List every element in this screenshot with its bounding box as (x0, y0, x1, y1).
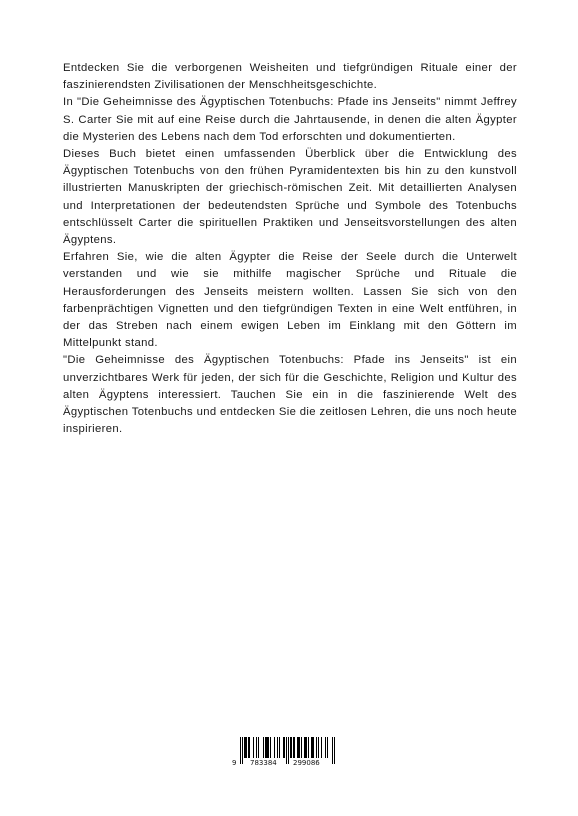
barcode-bar (258, 737, 259, 758)
barcode-guard-bar (334, 737, 335, 764)
blurb-paragraph-intro: Entdecken Sie die verborgenen Weisheiten und tiefgründigen Rituale einer der faszinierendsten Zivilisationen der Menschheitsgeschichte. (63, 62, 517, 92)
barcode-bar (308, 737, 309, 758)
blurb-paragraph-overview: Dieses Buch bietet einen umfassenden Überblick über die Entwicklung des Ägyptischen Totenbuchs von den frühen Pyramidentexten bis hin zu den kunstvoll illustrierten Manuskripten der griechisch-römischen Zeit. Mit detaillierten Analysen und Interpretationen der bedeutendsten Sprüche und Symbole des Totenbuchs entschlüsselt Carter die spirituellen Praktiken und Jenseitsvorstellungen des alten Ägyptens. (63, 148, 517, 247)
barcode-bar (266, 737, 267, 758)
isbn-first-digit: 9 (232, 759, 237, 767)
isbn-left-group: 783384 (250, 759, 277, 767)
barcode-bar (265, 737, 266, 758)
barcode-bar (245, 737, 246, 758)
isbn-barcode (232, 737, 342, 769)
barcode-guard-bar (286, 737, 287, 764)
barcode-bar (274, 737, 275, 758)
back-cover-blurb (63, 60, 517, 438)
blurb-paragraph-journey: In "Die Geheimnisse des Ägyptischen Totenbuchs: Pfade ins Jenseits" nimmt Jeffrey S. Carter Sie mit auf eine Reise durch die Jahrtausende, in denen die alten Ägypter die Mysterien des Lebens nach dem Tod erforschten und dokumentierten. (63, 96, 517, 143)
barcode-bar (304, 737, 305, 758)
barcode-bar (293, 737, 294, 758)
barcode-bar (305, 737, 306, 758)
barcode-bar (318, 737, 319, 758)
barcode-bar (312, 737, 313, 758)
barcode-bar (270, 737, 271, 758)
barcode-bar (253, 737, 254, 758)
barcode-bar (279, 737, 280, 758)
barcode-bar (311, 737, 312, 758)
barcode-bar (290, 737, 291, 758)
barcode-bar (246, 737, 247, 758)
barcode-guard-bar (288, 737, 289, 764)
barcode-bar (327, 737, 328, 758)
barcode-bar (297, 737, 298, 758)
barcode-bar (267, 737, 268, 758)
isbn-right-group: 299086 (293, 759, 320, 767)
barcode-bar (301, 737, 302, 758)
barcode-bar (298, 737, 299, 758)
barcode-bar (291, 737, 292, 758)
barcode-bar (294, 737, 295, 758)
barcode-bar (284, 737, 285, 758)
barcode-bar (313, 737, 314, 758)
barcode-bar (263, 737, 264, 758)
barcode-bar (299, 737, 300, 758)
barcode-bar (306, 737, 307, 758)
barcode-bar (268, 737, 269, 758)
blurb-paragraph-closing: "Die Geheimnisse des Ägyptischen Totenbuchs: Pfade ins Jenseits" ist ein unverzichtbares Werk für jeden, der sich für die Geschichte, Religion und Kultur des alten Ägyptens interessiert. Tauchen Sie ein in die faszinierende Welt des Ägyptischen Totenbuchs und entdecken Sie die zeitlosen Lehren, die uns noch heute inspirieren. (63, 354, 517, 436)
barcode-bar (249, 737, 250, 758)
barcode-bar (248, 737, 249, 758)
barcode-bar (277, 737, 278, 758)
blurb-paragraph-soul: Erfahren Sie, wie die alten Ägypter die Reise der Seele durch die Unterwelt verstanden und wie sie mithilfe magischer Sprüche und Rituale die Herausforderungen des Jenseits meistern wollten. Lassen Sie sich von den farbenprächtigen Vignetten und den tiefgründigen Texten in eine Welt entführen, in der das Streben nach einem ewigen Leben im Einklang mit den Göttern im Mittelpunkt stand. (63, 251, 517, 350)
barcode-bar (283, 737, 284, 758)
barcode-guard-bar (332, 737, 333, 764)
barcode-bar (244, 737, 245, 758)
barcode-bar (325, 737, 326, 758)
barcode-guard-bar (242, 737, 243, 764)
barcode-bar (316, 737, 317, 758)
barcode-bar (321, 737, 322, 758)
barcode-bar (256, 737, 257, 758)
barcode-guard-bar (240, 737, 241, 764)
